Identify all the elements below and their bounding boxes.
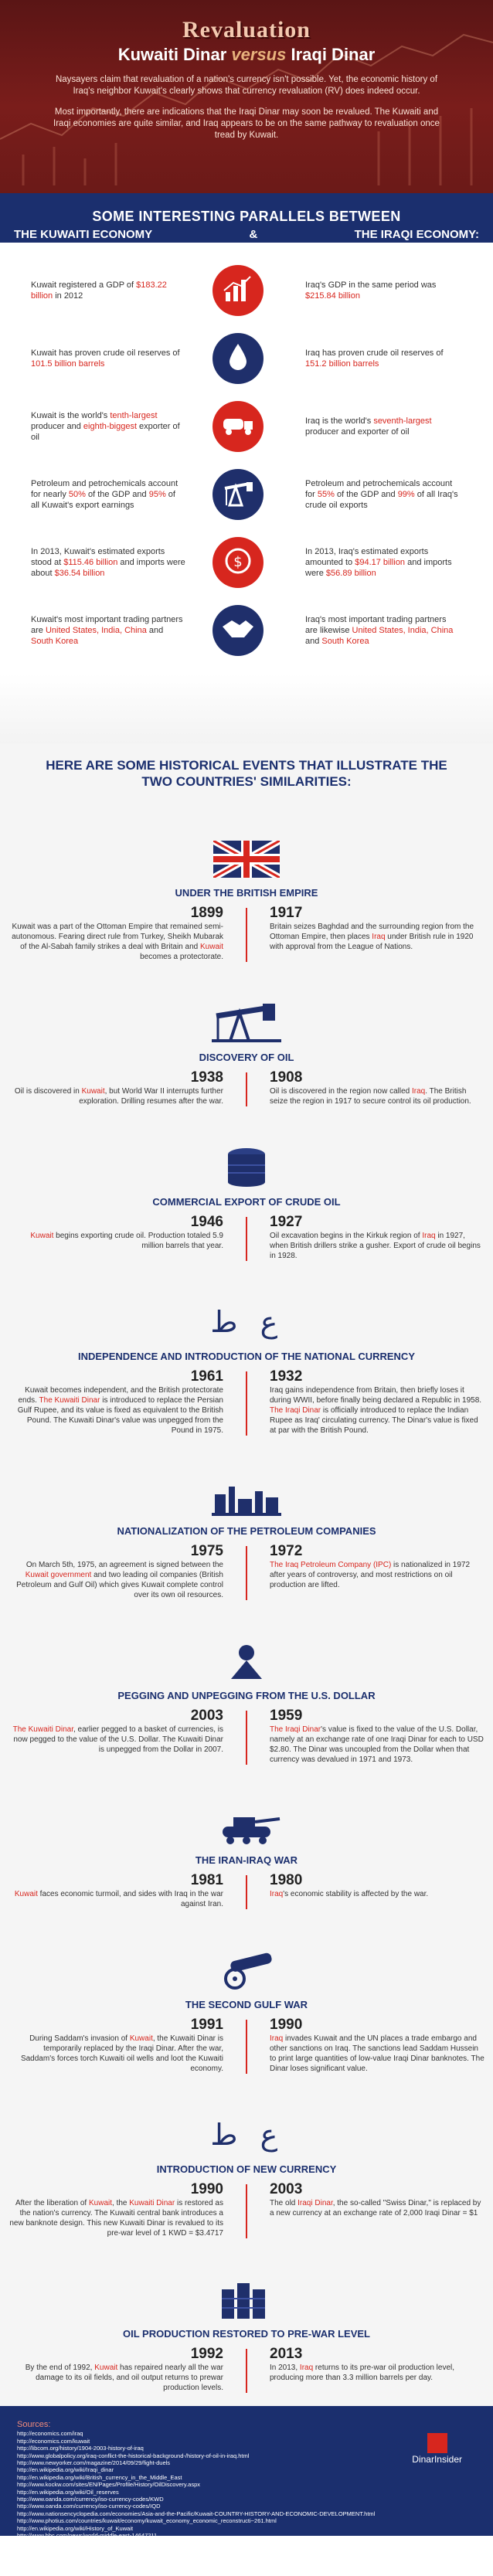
brand-name: DinarInsider bbox=[412, 2454, 462, 2465]
body-text: Iraq's GDP in the same period was bbox=[305, 280, 437, 290]
parallel-icon-circle bbox=[212, 333, 264, 384]
iraq-year: 2003 bbox=[270, 2181, 303, 2197]
body-text: in 1927, when British drillers strike a gusher. Export of crude oil begins in 1928. bbox=[270, 1232, 481, 1260]
highlight-text: Iraq bbox=[299, 2364, 314, 2372]
source-link[interactable]: http://economics.com/kuwait bbox=[17, 2437, 90, 2445]
kuwait-fact bbox=[31, 348, 185, 369]
body-text: and imports were bbox=[305, 558, 452, 578]
event-timeline bbox=[0, 1368, 493, 1436]
body-text: Oil is discovered in the region now called bbox=[270, 1087, 412, 1096]
iraq-year: 1932 bbox=[270, 1368, 303, 1385]
highlight-text: United States, India, China bbox=[352, 626, 454, 635]
iraq-year: 1980 bbox=[270, 1872, 303, 1888]
highlight-text: Kuwait government bbox=[25, 1571, 92, 1579]
body-text: Iraq gains independence from Britain, then briefly loses it during WWII, before finally being declared a Republic in 1958. bbox=[270, 1386, 482, 1405]
body-text: and two leading oil companies (British Petroleum and Gulf Oil) which gives Kuwait complete control over its own oil resources. bbox=[16, 1571, 223, 1599]
body-text: producer and bbox=[31, 422, 83, 431]
history-event bbox=[0, 1298, 493, 1436]
svg-text:ط: ط bbox=[210, 1305, 238, 1339]
kuwait-event-text bbox=[8, 2034, 223, 2074]
kuwait-event bbox=[0, 1368, 246, 1436]
parallel-row bbox=[0, 325, 493, 393]
highlight-text: Kuwait bbox=[129, 2034, 153, 2043]
source-link[interactable]: http://libcom.org/history/1904-2003-history-of-iraq bbox=[17, 2445, 144, 2452]
highlight-text: South Korea bbox=[321, 637, 369, 646]
svg-text:ع: ع bbox=[260, 2118, 278, 2152]
body-text: of the GDP and bbox=[85, 490, 149, 499]
event-heading: THE SECOND GULF WAR bbox=[185, 1999, 308, 2010]
iraq-event-text bbox=[270, 1385, 485, 1436]
subtitle-kuwait: Kuwaiti Dinar bbox=[117, 45, 227, 64]
kuwait-year: 1975 bbox=[190, 1543, 223, 1559]
body-text: Kuwait becomes independent, and the British protectorate ends. bbox=[18, 1386, 223, 1405]
kuwait-year: 2003 bbox=[190, 1708, 223, 1724]
body-text: Iraq is the world's bbox=[305, 416, 374, 426]
source-link[interactable]: http://economics.com/iraq bbox=[17, 2430, 83, 2438]
subtitle-iraq: Iraqi Dinar bbox=[291, 45, 376, 64]
source-link[interactable]: http://www.bbc.com/news/world-middle-east-14647211 bbox=[17, 2568, 158, 2576]
body-text: has repaired nearly all the war damage to its oil fields, and oil output returns to prewar production levels. bbox=[36, 2364, 223, 2392]
sources-list bbox=[17, 2430, 476, 2575]
iraq-fact bbox=[305, 348, 460, 369]
kuwait-year: 1899 bbox=[190, 905, 223, 921]
highlight-text: $183.22 billion bbox=[31, 280, 167, 301]
kuwait-event bbox=[0, 2017, 246, 2074]
highlight-text: 95% bbox=[148, 490, 166, 499]
oil-derrick-icon bbox=[0, 999, 493, 1042]
body-text: becomes a protectorate. bbox=[140, 953, 223, 961]
event-timeline bbox=[0, 1214, 493, 1261]
kuwait-year: 1992 bbox=[190, 2346, 223, 2362]
parallel-row bbox=[0, 257, 493, 325]
history-events bbox=[0, 834, 493, 2393]
body-text: Britain seizes Baghdad and the surrounding region from the Ottoman Empire, then places bbox=[270, 923, 474, 941]
highlight-text: eighth-biggest bbox=[83, 422, 137, 431]
source-link[interactable]: http://www.bbc.com/news/world-middle-east-14546763 bbox=[17, 2561, 158, 2568]
source-link[interactable]: http://www.newyorker.com/magazine/2014/09/29/fight-duels bbox=[17, 2459, 171, 2467]
iraq-year: 1908 bbox=[270, 1069, 303, 1086]
kuwait-year: 1990 bbox=[190, 2181, 223, 2197]
iraq-event-text bbox=[270, 1889, 485, 1899]
highlight-text: Iraq bbox=[270, 1890, 284, 1898]
new-currency-icon bbox=[0, 2111, 493, 2154]
history-event bbox=[0, 999, 493, 1106]
source-link[interactable]: http://motherearthtravel.com/kuwait/economy.htm bbox=[17, 2546, 144, 2554]
source-link[interactable]: http://www.nationsencyclopedia.com/economies/Asia-and-the-Pacific/Kuwait-COUNTRY-HISTORY-AND-ECONOMIC-DEVELOPMENT.html bbox=[17, 2510, 376, 2517]
kuwait-event-text bbox=[8, 1385, 223, 1436]
source-link[interactable]: http://www.oanda.com/currency/iso-currency-codes/KWD bbox=[17, 2496, 164, 2503]
source-link[interactable]: http://www.photius.com/countries/kuwait/economy/kuwait_economy_economic_reconstructi~261.html bbox=[17, 2517, 277, 2525]
body-text: of the GDP and bbox=[334, 490, 398, 499]
highlight-text: Iraq bbox=[270, 2034, 284, 2043]
parallel-icon-column bbox=[185, 469, 290, 520]
iraq-year: 1917 bbox=[270, 905, 303, 921]
kuwait-event-text bbox=[8, 1560, 223, 1600]
source-link[interactable]: http://country-facts.findthebest.com/l/124/Kuwait bbox=[17, 2539, 141, 2547]
highlight-text: tenth-largest bbox=[110, 411, 158, 420]
oil-barrels-icon bbox=[0, 1144, 493, 1187]
kuwait-year: 1938 bbox=[190, 1069, 223, 1086]
parallel-icon-circle bbox=[212, 537, 264, 588]
body-text: in 2012 bbox=[53, 291, 83, 301]
body-text: On March 5th, 1975, an agreement is signed between the bbox=[26, 1561, 223, 1569]
kuwait-event-text bbox=[8, 1086, 223, 1106]
peg-icon bbox=[0, 1637, 493, 1681]
highlight-text: South Korea bbox=[31, 637, 79, 646]
highlight-text: Kuwaiti Dinar bbox=[129, 2199, 175, 2207]
iraq-event-text bbox=[270, 1560, 485, 1590]
event-timeline bbox=[0, 2181, 493, 2238]
svg-text:ط: ط bbox=[210, 2118, 238, 2152]
body-text: faces economic turmoil, and sides with Iraq in the war against Iran. bbox=[37, 1890, 223, 1908]
highlight-text: 151.2 billion barrels bbox=[305, 359, 379, 369]
source-link[interactable]: http://en.wikipedia.org/wiki/Economy_of_Kuwait bbox=[17, 2554, 139, 2561]
body-text: is officially introduced to replace the Indian Rupee as Iraq' circulating currency. The Dinar's value is fixed at par with the British Pound. bbox=[270, 1406, 478, 1435]
parallel-icon-circle bbox=[212, 605, 264, 656]
body-text: invades Kuwait and the UN places a trade embargo and other sanctions on Iraq. The sanctions lead Saddam Hussein to print large quantities of low-value Iraqi Dinar banknotes. The Dinar loses significant value. bbox=[270, 2034, 484, 2073]
body-text: During Saddam's invasion of bbox=[29, 2034, 130, 2043]
currency-exchange-icon bbox=[223, 546, 253, 579]
event-heading: COMMERCIAL EXPORT OF CRUDE OIL bbox=[152, 1196, 341, 1208]
event-timeline bbox=[0, 1543, 493, 1600]
parallel-icon-circle bbox=[212, 469, 264, 520]
source-link[interactable]: http://en.wikipedia.org/wiki/Iraqi_dinar bbox=[17, 2466, 114, 2474]
tank-icon bbox=[0, 1802, 493, 1845]
iraq-event-text bbox=[270, 2363, 485, 2383]
intro-paragraph-2: Most importantly, there are indications that the Iraqi Dinar may soon be revalued. The Kuwaiti and Iraqi economies are quite similar, and Iraq appears to be on the same pathway to revaluation once tread by Kuwait. bbox=[53, 107, 440, 140]
svg-text:ع: ع bbox=[260, 1305, 278, 1339]
page-subtitle bbox=[0, 45, 493, 65]
body-text: and bbox=[305, 637, 322, 646]
body-text: returns to its pre-war oil production level, producing more than 3.3 million barrels per day. bbox=[270, 2364, 455, 2382]
header-banner bbox=[0, 0, 493, 193]
union-jack-icon bbox=[0, 834, 493, 878]
body-text: , but World War II interrupts further exploration. Drilling resumes after the war. bbox=[79, 1087, 223, 1106]
page-title: Revaluation bbox=[182, 17, 311, 42]
body-text: of all Iraq's crude oil exports bbox=[305, 490, 458, 510]
history-event bbox=[0, 1946, 493, 2074]
history-event bbox=[0, 834, 493, 962]
iraq-event bbox=[246, 2017, 493, 2074]
kuwait-fact bbox=[31, 478, 185, 511]
body-text: . The British seize the region in 1917 to secure control its oil production. bbox=[270, 1087, 471, 1106]
highlight-text: 99% bbox=[397, 490, 415, 499]
event-heading: UNDER THE BRITISH EMPIRE bbox=[175, 887, 318, 899]
kuwait-event bbox=[0, 1069, 246, 1106]
parallel-icon-column bbox=[185, 333, 290, 384]
history-event bbox=[0, 1802, 493, 1909]
event-heading: NATIONALIZATION OF THE PETROLEUM COMPANIES bbox=[117, 1525, 376, 1537]
iraq-event bbox=[246, 1543, 493, 1600]
body-text: , earlier pegged to a basket of currencies, is now pegged to the value of the U.S. Dollar. The Kuwaiti Dinar is unpegged from the Dollar in 2007. bbox=[13, 1725, 223, 1754]
history-event bbox=[0, 1144, 493, 1261]
highlight-text: Kuwait bbox=[89, 2199, 113, 2207]
parallel-icon-circle bbox=[212, 265, 264, 316]
highlight-text: 101.5 billion barrels bbox=[31, 359, 105, 369]
highlight-text: Kuwait bbox=[30, 1232, 54, 1240]
pump-jack-icon bbox=[222, 479, 254, 511]
iraq-year: 1990 bbox=[270, 2017, 303, 2033]
event-heading: THE IRAN-IRAQ WAR bbox=[195, 1854, 298, 1866]
body-text: exporter of oil bbox=[31, 422, 180, 442]
iraq-event bbox=[246, 2346, 493, 2393]
body-text: Iraq's most important trading partners are likewise bbox=[305, 615, 447, 635]
highlight-text: $215.84 billion bbox=[305, 291, 360, 301]
iraq-fact bbox=[305, 416, 460, 437]
body-text: , the bbox=[112, 2199, 130, 2207]
highlight-text: Kuwait bbox=[14, 1890, 38, 1898]
oil-drop-icon bbox=[226, 342, 250, 376]
iraq-fact bbox=[305, 478, 460, 511]
brand-logo bbox=[412, 2433, 462, 2463]
highlight-text: $115.46 billion bbox=[63, 558, 118, 567]
kuwait-event-text bbox=[8, 1889, 223, 1909]
parallel-icon-column bbox=[185, 605, 290, 656]
parallel-icon-column bbox=[185, 537, 290, 588]
body-text: In 2013, Iraq's estimated exports amounted to bbox=[305, 547, 429, 567]
iraq-event-text bbox=[270, 2198, 485, 2218]
history-event bbox=[0, 1637, 493, 1765]
iraq-event-text bbox=[270, 922, 485, 952]
body-text: 's value is fixed to the value of the U.S. Dollar, namely at an exchange rate of one Iraqi Dinar for each to USD $2.80. The Dinar was uncoupled from the Dollar when that currency was devalued in 1971 and 1973. bbox=[270, 1725, 484, 1764]
body-text: , the so-called "Swiss Dinar," is replaced by a new currency at an exchange rate of 2,000 Iraqi Dinar = $1 bbox=[270, 2199, 481, 2217]
event-heading: OIL PRODUCTION RESTORED TO PRE-WAR LEVEL bbox=[123, 2328, 370, 2340]
body-text: begins exporting crude oil. Production totaled 5.9 million barrels that year. bbox=[53, 1232, 223, 1250]
iraq-event-text bbox=[270, 1231, 485, 1261]
highlight-text: The Kuwaiti Dinar bbox=[12, 1725, 73, 1734]
iraq-year: 1959 bbox=[270, 1708, 303, 1724]
body-text: The old bbox=[270, 2199, 298, 2207]
iraq-event-text bbox=[270, 1086, 485, 1106]
body-text: Oil excavation begins in the Kirkuk region of bbox=[270, 1232, 423, 1240]
body-text: and bbox=[146, 626, 164, 635]
body-text: In 2013, Kuwait's estimated exports stood at bbox=[31, 547, 165, 567]
parallels-heading bbox=[0, 193, 493, 243]
kuwait-year: 1961 bbox=[190, 1368, 223, 1385]
body-text: In 2013, bbox=[270, 2364, 300, 2372]
event-timeline bbox=[0, 2346, 493, 2393]
highlight-text: The Kuwaiti Dinar bbox=[39, 1396, 100, 1405]
iraq-event bbox=[246, 905, 493, 962]
body-text: After the liberation of bbox=[15, 2199, 89, 2207]
iraq-event-text bbox=[270, 1725, 485, 1765]
body-text: Kuwait's most important trading partners are bbox=[31, 615, 183, 635]
dinar-symbol-icon bbox=[0, 1298, 493, 1341]
highlight-text: Iraq bbox=[411, 1087, 426, 1096]
body-text: Kuwait was a part of the Ottoman Empire that remained semi-autonomous. Fearing direct rule from Turkey, Sheikh Mubarak of the Al-Sabah family strikes a deal with Britain and bbox=[12, 923, 223, 951]
parallel-icon-circle bbox=[212, 401, 264, 452]
kuwait-event-text bbox=[8, 2363, 223, 2393]
history-title: HERE ARE SOME HISTORICAL EVENTS THAT ILLUSTRATE THE TWO COUNTRIES' SIMILARITIES: bbox=[46, 758, 447, 789]
kuwait-event bbox=[0, 905, 246, 962]
source-link[interactable]: http://en.wikipedia.org/wiki/History_of_Kuwait bbox=[17, 2524, 134, 2532]
kuwait-event bbox=[0, 1872, 246, 1909]
highlight-text: Iraq bbox=[422, 1232, 436, 1240]
iraq-year: 1927 bbox=[270, 1214, 303, 1230]
body-text: Kuwait registered a GDP of bbox=[31, 280, 137, 290]
handshake-icon bbox=[221, 617, 255, 644]
logo-mark-icon bbox=[427, 2433, 447, 2453]
highlight-text: seventh-largest bbox=[373, 416, 432, 426]
sources-section bbox=[0, 2406, 493, 2576]
body-text: producer and exporter of oil bbox=[305, 427, 410, 437]
intro-paragraph-1: Naysayers claim that revaluation of a nation's currency isn't possible. Yet, the economic history of Iraq's neighbor Kuwait's clearly shows that currency revaluation (RV) does indeed occur. bbox=[55, 75, 438, 96]
highlight-text: Kuwait bbox=[199, 943, 223, 951]
highlight-text: $94.17 billion bbox=[355, 558, 406, 567]
body-text: is nationalized in 1972 after years of controversy, and most restrictions on oil production are lifted. bbox=[270, 1561, 471, 1589]
body-text: is introduced to replace the Persian Gulf Rupee, and its value is fixed as equivalent to the British Pound. The Kuwaiti Dinar's value was unpegged from the Pound in 1975. bbox=[17, 1396, 223, 1435]
body-text: of all Kuwait's export earnings bbox=[31, 490, 175, 510]
kuwait-fact bbox=[31, 280, 185, 301]
oil-production-icon bbox=[0, 2275, 493, 2319]
iraq-event bbox=[246, 2181, 493, 2238]
svg-text:$: $ bbox=[233, 553, 243, 570]
iraq-event bbox=[246, 1708, 493, 1765]
iraq-event bbox=[246, 1214, 493, 1261]
event-timeline bbox=[0, 1708, 493, 1765]
iraq-event bbox=[246, 1069, 493, 1106]
source-link[interactable]: http://www.kockw.com/sites/EN/Pages/Profile/History/OilDiscovery.aspx bbox=[17, 2481, 201, 2489]
body-text: is restored as the nation's currency. The Kuwaiti central bank introduces a new banknote design. This new Kuwaiti Dinar is revalued to its pre-war level of 1 KWD = $3.4717 bbox=[9, 2199, 223, 2238]
event-heading: PEGGING AND UNPEGGING FROM THE U.S. DOLLAR bbox=[117, 1690, 376, 1701]
kuwait-event bbox=[0, 2346, 246, 2393]
event-timeline bbox=[0, 1069, 493, 1106]
body-text: Petroleum and petrochemicals account for nearly bbox=[31, 479, 178, 499]
highlight-text: Iraqi Dinar bbox=[298, 2199, 333, 2207]
highlight-text: 55% bbox=[317, 490, 335, 499]
iraq-fact bbox=[305, 280, 460, 301]
highlight-text: $56.89 billion bbox=[325, 569, 376, 578]
body-text: 's economic stability is affected by the war. bbox=[283, 1890, 429, 1898]
iraq-year: 2013 bbox=[270, 2346, 303, 2362]
kuwait-event-text bbox=[8, 1231, 223, 1251]
highlight-text: United States, India, China bbox=[45, 626, 147, 635]
kuwait-fact bbox=[31, 410, 185, 443]
body-text: , the Kuwaiti Dinar is temporarily replaced by the Iraqi Dinar. After the war, Saddam's forces torch Kuwaiti oil wells and loot the Kuwaiti economy. bbox=[20, 2034, 223, 2073]
source-link[interactable]: http://www.oanda.com/currency/iso-currency-codes/IQD bbox=[17, 2503, 161, 2510]
iraq-event bbox=[246, 1872, 493, 1909]
event-timeline bbox=[0, 905, 493, 962]
subtitle-versus: versus bbox=[231, 45, 287, 64]
source-link[interactable]: http://en.wikipedia.org/wiki/British_currency_in_the_Middle_East bbox=[17, 2473, 182, 2481]
parallel-row bbox=[0, 393, 493, 460]
iraq-event bbox=[246, 1368, 493, 1436]
iraqi-economy-heading: THE IRAQI ECONOMY: bbox=[354, 228, 479, 241]
kuwait-event-text bbox=[8, 2198, 223, 2238]
body-text: Petroleum and petrochemicals account for bbox=[305, 479, 453, 499]
highlight-text: The Iraqi Dinar bbox=[270, 1406, 321, 1415]
event-timeline bbox=[0, 2017, 493, 2074]
history-event bbox=[0, 2111, 493, 2238]
oil-truck-icon bbox=[222, 414, 254, 440]
history-event bbox=[0, 1473, 493, 1600]
bar-chart-icon bbox=[223, 275, 253, 307]
history-section bbox=[0, 743, 493, 2406]
kuwait-year: 1981 bbox=[190, 1872, 223, 1888]
body-text: under British rule in 1920 with approval from the League of Nations. bbox=[270, 933, 474, 951]
kuwait-event bbox=[0, 1214, 246, 1261]
kuwait-event bbox=[0, 2181, 246, 2238]
event-heading: DISCOVERY OF OIL bbox=[199, 1052, 294, 1063]
body-text: Iraq has proven crude oil reserves of bbox=[305, 348, 444, 358]
body-text: and imports were about bbox=[31, 558, 185, 578]
kuwait-year: 1991 bbox=[190, 2017, 223, 2033]
body-text: Kuwait is the world's bbox=[31, 411, 110, 420]
kuwait-event-text bbox=[8, 922, 223, 962]
ampersand: & bbox=[249, 228, 258, 241]
event-timeline bbox=[0, 1872, 493, 1909]
kuwait-event-text bbox=[8, 1725, 223, 1755]
highlight-text: $36.54 billion bbox=[54, 569, 105, 578]
kuwaiti-economy-heading: THE KUWAITI ECONOMY bbox=[14, 228, 153, 241]
parallels-title: SOME INTERESTING PARALLELS BETWEEN bbox=[92, 209, 401, 224]
kuwait-fact bbox=[31, 546, 185, 579]
highlight-text: The Iraq Petroleum Company (IPC) bbox=[270, 1561, 392, 1569]
iraq-fact bbox=[305, 614, 460, 647]
highlight-text: Kuwait bbox=[94, 2364, 118, 2372]
kuwait-year: 1946 bbox=[190, 1214, 223, 1230]
body-text: Oil is discovered in bbox=[14, 1087, 82, 1096]
cannon-icon bbox=[0, 1946, 493, 1990]
source-link[interactable]: http://www.globalpolicy.org/iraq-conflict-the-historical-background-/history-of-oil-in-iraq.html bbox=[17, 2452, 250, 2459]
parallel-icon-column bbox=[185, 401, 290, 452]
history-event bbox=[0, 2275, 493, 2393]
highlight-text: 50% bbox=[68, 490, 86, 499]
kuwait-event bbox=[0, 1543, 246, 1600]
source-link[interactable]: http://en.wikipedia.org/wiki/Oil_reserves bbox=[17, 2488, 119, 2496]
parallel-row bbox=[0, 528, 493, 596]
sources-title: Sources: bbox=[17, 2420, 51, 2429]
iraq-event-text bbox=[270, 2034, 485, 2074]
iraq-fact bbox=[305, 546, 460, 579]
section-spacer bbox=[0, 674, 493, 743]
event-heading: INTRODUCTION OF NEW CURRENCY bbox=[156, 2163, 337, 2175]
parallel-row bbox=[0, 460, 493, 528]
body-text: By the end of 1992, bbox=[25, 2364, 95, 2372]
refinery-icon bbox=[0, 1473, 493, 1516]
highlight-text: Kuwait bbox=[81, 1087, 105, 1096]
highlight-text: The Iraqi Dinar bbox=[270, 1725, 321, 1734]
parallel-icon-column bbox=[185, 265, 290, 316]
iraq-year: 1972 bbox=[270, 1543, 303, 1559]
parallel-row bbox=[0, 596, 493, 664]
source-link[interactable]: http://www.bbc.com/news/world-middle-east-14647211 bbox=[17, 2532, 158, 2540]
kuwait-fact bbox=[31, 614, 185, 647]
event-heading: INDEPENDENCE AND INTRODUCTION OF THE NATIONAL CURRENCY bbox=[78, 1351, 415, 1362]
body-text: Kuwait has proven crude oil reserves of bbox=[31, 348, 180, 358]
highlight-text: Iraq bbox=[372, 933, 386, 941]
kuwait-event bbox=[0, 1708, 246, 1765]
parallels-list bbox=[0, 243, 493, 674]
